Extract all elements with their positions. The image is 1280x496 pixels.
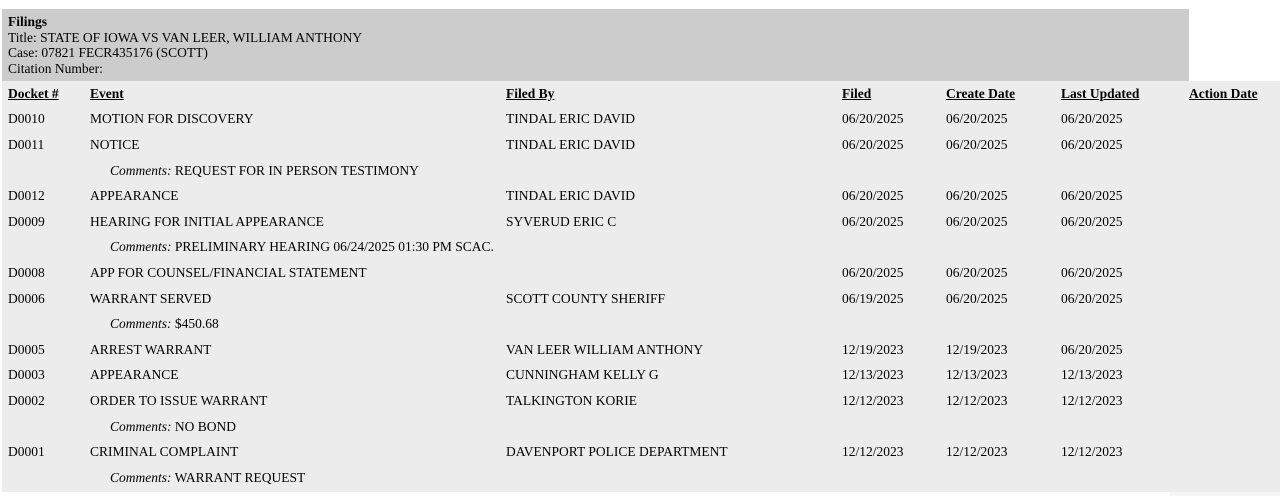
event-cell: MOTION FOR DISCOVERY <box>90 111 254 127</box>
table-row <box>2 363 1280 389</box>
table-row <box>2 388 1280 414</box>
create-date-cell: 06/20/2025 <box>946 264 1008 280</box>
comment-text: PRELIMINARY HEARING 06/24/2025 01:30 PM SCAC. <box>174 239 494 255</box>
comment-spacer-cell <box>2 158 90 184</box>
case-header <box>2 9 1189 81</box>
filed-by-cell: TINDAL ERIC DAVID <box>506 136 635 152</box>
filed-by-cell: TALKINGTON KORIE <box>506 392 638 408</box>
filed-date-cell: 12/12/2023 <box>842 392 904 408</box>
filed-by-cell: VAN LEER WILLIAM ANTHONY <box>506 341 704 357</box>
docket-cell: D0011 <box>8 136 45 152</box>
comment-spacer-cell <box>2 311 90 337</box>
docket-cell: D0008 <box>8 264 45 280</box>
last-updated-cell: 06/20/2025 <box>1061 341 1123 357</box>
table-row <box>2 286 1280 312</box>
last-updated-cell: 06/20/2025 <box>1061 111 1123 127</box>
filed-date-cell: 06/20/2025 <box>842 111 904 127</box>
table-row <box>2 107 1280 133</box>
comment-row <box>2 158 1280 184</box>
docket-cell: D0001 <box>8 444 45 460</box>
event-cell: HEARING FOR INITIAL APPEARANCE <box>90 213 324 229</box>
column-header-filed[interactable]: Filed <box>842 85 872 101</box>
comment-label: Comments: <box>110 239 172 255</box>
event-cell: APPEARANCE <box>90 367 179 383</box>
comment-spacer-cell <box>2 465 90 491</box>
comment-label: Comments: <box>110 162 172 178</box>
filed-by-cell: TINDAL ERIC DAVID <box>506 188 635 204</box>
column-header-event[interactable]: Event <box>90 85 124 101</box>
comment-text: NO BOND <box>174 418 237 434</box>
last-updated-cell: 06/20/2025 <box>1061 264 1123 280</box>
last-updated-cell: 06/20/2025 <box>1061 290 1123 306</box>
filed-date-cell: 06/20/2025 <box>842 264 904 280</box>
comment-label: Comments: <box>110 469 172 485</box>
table-row <box>2 260 1280 286</box>
comment-cell <box>90 158 1280 184</box>
action-date-cell <box>1189 209 1280 235</box>
filed-date-cell: 06/20/2025 <box>842 136 904 152</box>
action-date-cell <box>1189 388 1280 414</box>
comment-row <box>2 235 1280 261</box>
create-date-cell: 12/13/2023 <box>946 367 1008 383</box>
last-updated-cell: 06/20/2025 <box>1061 213 1123 229</box>
last-updated-cell: 12/12/2023 <box>1061 392 1123 408</box>
create-date-cell: 06/20/2025 <box>946 111 1008 127</box>
docket-cell: D0002 <box>8 392 45 408</box>
last-updated-cell: 12/12/2023 <box>1061 444 1123 460</box>
filed-date-cell: 06/20/2025 <box>842 213 904 229</box>
last-updated-cell: 12/13/2023 <box>1061 367 1123 383</box>
filed-date-cell: 06/19/2025 <box>842 290 904 306</box>
event-cell: ORDER TO ISSUE WARRANT <box>90 392 268 408</box>
table-row <box>2 183 1280 209</box>
action-date-cell <box>1189 363 1280 389</box>
comment-cell <box>90 235 1280 261</box>
create-date-cell: 12/12/2023 <box>946 392 1008 408</box>
comment-label: Comments: <box>110 316 172 332</box>
citation-number-line: Citation Number: <box>8 60 103 76</box>
last-updated-cell: 06/20/2025 <box>1061 188 1123 204</box>
comment-cell <box>90 311 1280 337</box>
comment-cell <box>90 414 1280 440</box>
table-header-row <box>2 81 1280 107</box>
filings-table-container <box>2 81 1280 492</box>
comment-spacer-cell <box>2 235 90 261</box>
docket-cell: D0009 <box>8 213 45 229</box>
filed-date-cell: 12/19/2023 <box>842 341 904 357</box>
case-number-line: Case: 07821 FECR435176 (SCOTT) <box>8 45 208 60</box>
column-header-filed-by[interactable]: Filed By <box>506 85 555 101</box>
filed-by-cell: DAVENPORT POLICE DEPARTMENT <box>506 444 728 460</box>
case-title-line: Title: STATE OF IOWA VS VAN LEER, WILLIAM ANTHONY <box>8 29 363 45</box>
docket-cell: D0006 <box>8 290 45 306</box>
docket-cell: D0005 <box>8 341 45 357</box>
filed-date-cell: 12/12/2023 <box>842 444 904 460</box>
action-date-cell <box>1189 286 1280 312</box>
filed-by-cell: SCOTT COUNTY SHERIFF <box>506 290 666 306</box>
create-date-cell: 06/20/2025 <box>946 188 1008 204</box>
create-date-cell: 06/20/2025 <box>946 290 1008 306</box>
event-cell: ARREST WARRANT <box>90 341 212 357</box>
column-header-last-updated[interactable]: Last Updated <box>1061 85 1140 101</box>
filed-by-cell <box>506 260 842 286</box>
event-cell: NOTICE <box>90 136 140 152</box>
action-date-cell <box>1189 107 1280 133</box>
create-date-cell: 12/19/2023 <box>946 341 1008 357</box>
comment-text: REQUEST FOR IN PERSON TESTIMONY <box>174 162 419 178</box>
comment-row <box>2 311 1280 337</box>
action-date-cell <box>1189 439 1280 465</box>
docket-cell: D0012 <box>8 188 45 204</box>
comment-row <box>2 465 1280 491</box>
column-header-docket[interactable]: Docket # <box>8 85 59 101</box>
filed-by-cell: CUNNINGHAM KELLY G <box>506 367 659 383</box>
event-cell: WARRANT SERVED <box>90 290 212 306</box>
comment-row <box>2 414 1280 440</box>
column-header-action-date[interactable]: Action Date <box>1189 85 1258 101</box>
table-row <box>2 209 1280 235</box>
footer-fade <box>1170 492 1280 496</box>
table-row <box>2 132 1280 158</box>
filed-date-cell: 12/13/2023 <box>842 367 904 383</box>
filings-table <box>2 81 1280 491</box>
event-cell: CRIMINAL COMPLAINT <box>90 444 239 460</box>
filed-date-cell: 06/20/2025 <box>842 188 904 204</box>
comment-text: WARRANT REQUEST <box>174 469 306 485</box>
create-date-cell: 06/20/2025 <box>946 136 1008 152</box>
create-date-cell: 12/12/2023 <box>946 444 1008 460</box>
create-date-cell: 06/20/2025 <box>946 213 1008 229</box>
table-row <box>2 337 1280 363</box>
docket-cell: D0010 <box>8 111 45 127</box>
filed-by-cell: SYVERUD ERIC C <box>506 213 617 229</box>
filings-table-body <box>2 107 1280 491</box>
action-date-cell <box>1189 260 1280 286</box>
comment-spacer-cell <box>2 414 90 440</box>
action-date-cell <box>1189 132 1280 158</box>
event-cell: APP FOR COUNSEL/FINANCIAL STATEMENT <box>90 264 367 280</box>
page-title: Filings <box>8 14 48 29</box>
action-date-cell <box>1189 337 1280 363</box>
docket-cell: D0003 <box>8 367 45 383</box>
column-header-create-date[interactable]: Create Date <box>946 85 1016 101</box>
comment-label: Comments: <box>110 418 172 434</box>
comment-text: $450.68 <box>174 316 219 332</box>
last-updated-cell: 06/20/2025 <box>1061 136 1123 152</box>
action-date-cell <box>1189 183 1280 209</box>
event-cell: APPEARANCE <box>90 188 179 204</box>
comment-cell <box>90 465 1280 491</box>
filed-by-cell: TINDAL ERIC DAVID <box>506 111 635 127</box>
table-row <box>2 439 1280 465</box>
